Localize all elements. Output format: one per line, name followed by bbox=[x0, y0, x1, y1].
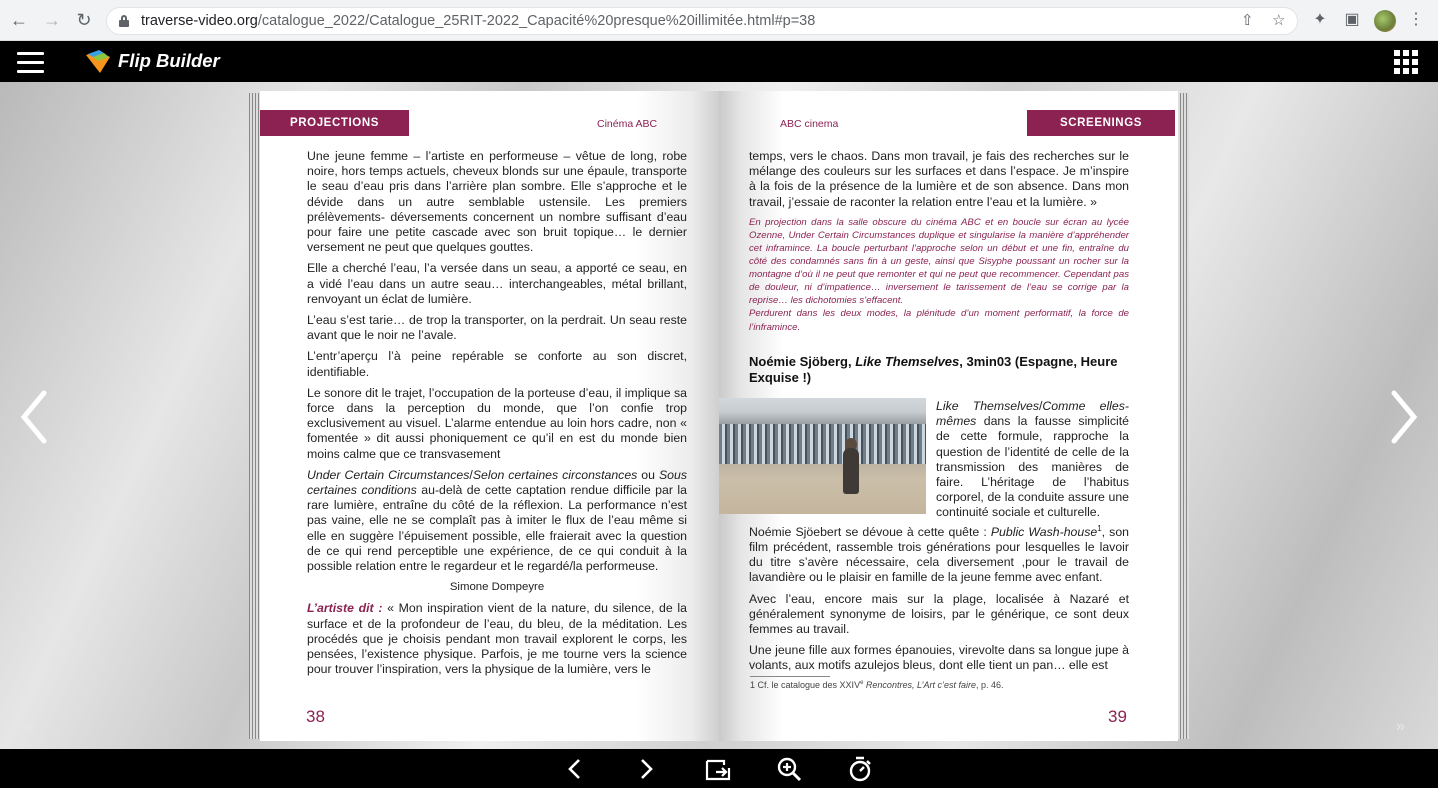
paragraph: Le sonore dit le trajet, l’occupation de la porteuse d’eau, il implique sa force dans la perception du monde, que l’on confie trop exclusivement au visuel. L’alarme entendue au loin hors cadre, non « fomentée » dit aussi phoniquement ce qu’il en est du monde bien moins calme que ce transvasement bbox=[307, 385, 687, 461]
page-number: 39 bbox=[1108, 707, 1127, 726]
url-path: /catalogue_2022/Catalogue_25RIT-2022_Capacité%20presque%20illimitée.html#p=38 bbox=[257, 13, 816, 29]
profile-avatar[interactable] bbox=[1374, 10, 1396, 32]
paragraph: Une jeune fille aux formes épanouies, virevolte dans sa longue jupe à volants, aux motifs azulejos bleus, dont elle tient un pan… elle est bbox=[749, 643, 1129, 673]
film-title: Under Certain Circumstances bbox=[307, 467, 470, 482]
film-title: Like Themselves bbox=[855, 353, 960, 369]
film-title-alt: Sous certaines conditions bbox=[307, 467, 687, 498]
footnote-ref[interactable]: 1 bbox=[1097, 523, 1102, 533]
share-icon[interactable]: ⇧ bbox=[1241, 12, 1254, 29]
running-head: ABC cinema bbox=[780, 118, 839, 130]
page-38[interactable] bbox=[260, 91, 719, 741]
previous-page-arrow-icon[interactable] bbox=[16, 387, 50, 447]
text-fragment: ou bbox=[637, 467, 659, 482]
app-brand: Flip Builder bbox=[118, 50, 220, 71]
film-title: Like Themselves bbox=[936, 399, 1039, 413]
paragraph bbox=[307, 601, 687, 677]
footnote bbox=[750, 680, 1170, 690]
text-fragment: Noémie Sjöebert se dévoue à cette quête : bbox=[749, 524, 991, 539]
text-fragment: dans la fausse simplicité de cette formule, rapproche la question de l’identité de celle de la transmission des manières de faire. L’héritage de l’habitus corporel, de la conduite assure une continuité sociale et culturelle. bbox=[936, 414, 1129, 520]
share-page-icon[interactable] bbox=[704, 755, 732, 783]
film-title-fr: Selon certaines circonstances bbox=[472, 467, 638, 482]
text-fragment: au-delà de cette captation rendue difficile par la rare lumière, entraîne du côté de la réflexion. La performance n’est pas vaine, elle ne se complaît pas à imiter le flux de l’eau même si elle en suggère l’épuisement possible, elle fraierait avec la question de ce qui rend perceptible une expérience, de ce qui conduit à la possible relation entre le regardeur et le regardé/la performeuse. bbox=[307, 483, 687, 574]
paragraph: L’eau s’est tarie… de trop la transporter, on la perdrait. Un seau reste avant que le noir ne l’avale. bbox=[307, 313, 687, 343]
paragraph bbox=[936, 399, 1129, 521]
paragraph bbox=[307, 468, 687, 574]
film-title: Public Wash-house bbox=[990, 524, 1098, 539]
right-page-edge bbox=[1177, 93, 1189, 739]
film-heading bbox=[749, 354, 1129, 386]
right-body-text bbox=[749, 149, 1129, 386]
browser-toolbar bbox=[0, 0, 1438, 41]
flipbook-stage bbox=[0, 82, 1438, 749]
separator: / bbox=[1039, 399, 1043, 413]
last-page-icon[interactable]: » bbox=[1396, 718, 1405, 735]
flipbook-header bbox=[0, 41, 1438, 82]
running-head: Cinéma ABC bbox=[597, 118, 658, 130]
screening-note: En projection dans la salle obscure du cinéma ABC et en boucle sur écran au lycée Ozenne, Under Certain Circumstances duplique et singularise la manière d’appréhender cet inframince. La boucle perturbant l’approche selon un début et une fin, entraîne du côté des condamnés sans fin à un geste, ainsi que Sisyphe poussant un rocher sur la montagne d’où il ne peut que remonter et qui ne peut que recommencer. Cependant pas de douleur, ni d’impatience… inversement le tarissement de l’eau se corrige par la reprise… les dichotomies s’effacent. Perdurent dans les deux modes, la plénitude d’un moment performatif, la force de l’inframince. bbox=[749, 216, 1129, 333]
page-number: 38 bbox=[306, 707, 325, 726]
autoflip-timer-icon[interactable] bbox=[846, 755, 874, 783]
separator: / bbox=[469, 467, 473, 482]
director-name: Noémie Sjöberg, bbox=[749, 353, 856, 369]
thumbnails-grid-icon[interactable] bbox=[1394, 50, 1418, 74]
right-body-text-lower bbox=[749, 399, 1129, 680]
flipbook-toolbar bbox=[0, 749, 1438, 788]
text-fragment: « Mon inspiration vient de la nature, du silence, de la surface et de la profondeur de l’eau, du bleu, de la méditation. Les procédés que je choisis pendant mon travail explorent le corps, les pensées, l’existence physique. Parfois, je me tourne vers la science pour trouver l’inspiration, vers la physique de la lumière, vers le bbox=[307, 601, 687, 677]
left-body-text bbox=[307, 149, 687, 684]
film-title-fr: Comme elles-mêmes bbox=[936, 399, 1129, 429]
section-banner: SCREENINGS bbox=[1027, 110, 1175, 136]
quote-lead: L’artiste dit : bbox=[307, 601, 383, 616]
extensions-puzzle-icon[interactable]: ✦ bbox=[1313, 11, 1327, 28]
hamburger-menu-icon[interactable] bbox=[17, 52, 44, 73]
address-bar[interactable] bbox=[106, 7, 1298, 35]
back-arrow-icon[interactable]: ← bbox=[10, 10, 28, 30]
paragraph: Avec l’eau, encore mais sur la plage, localisée à Nazaré et généralement synonyme de loisirs, par le générique, ce sont deux femmes au travail. bbox=[749, 591, 1129, 636]
url-text[interactable] bbox=[141, 13, 815, 29]
paragraph: L’entr’aperçu l’à peine repérable se conforte au son discret, identifiable. bbox=[307, 349, 687, 379]
open-book bbox=[249, 91, 1189, 741]
superscript: e bbox=[860, 680, 864, 686]
zoom-in-icon[interactable] bbox=[775, 755, 803, 783]
first-page-icon[interactable]: « bbox=[24, 718, 33, 735]
next-icon[interactable] bbox=[632, 755, 660, 783]
text-fragment: , son film précédent, rassemble trois générations pour lesquelles le lavoir du titre s’avère nécessaire, cela diversement ,pour le travail de lavandière ou le plaisir en famille de la jeune femme avec enfant. bbox=[749, 524, 1129, 585]
next-page-arrow-icon[interactable] bbox=[1388, 387, 1422, 447]
paragraph: Une jeune femme – l’artiste en performeuse – vêtue de long, robe noire, hors temps actuels, cheveux blonds sur une épaule, transporte le seau d’eau pris dans l’arrière plan sombre. Elle s’approche et le dévide dans un autre semblable ustensile. Les premiers prélèvements- déversements concernent un nombre suffisant d’eau pour faire une petite cascade avec son bruit topique… le dernier versement ne peut que quelques gouttes. bbox=[307, 149, 687, 255]
menu-kebab-icon[interactable]: ⋮ bbox=[1408, 11, 1424, 28]
paragraph: temps, vers le chaos. Dans mon travail, je fais des recherches sur le mélange des couleurs sur les surfaces et dans l’espace. Je m’inspire à la fois de la présence de la lumière et de son absence. Dans mon travail, j’essaie de raconter la relation entre l’eau et la lumière. » bbox=[749, 149, 1129, 209]
flip-builder-logo-icon bbox=[84, 47, 112, 75]
paragraph: Elle a cherché l’eau, l’a versée dans un seau, a apporté ce seau, en a vidé l’eau dans un autre seau… interchangeables, métal brillant, renvoyant un éclat de lumière. bbox=[307, 261, 687, 306]
forward-arrow-icon[interactable]: → bbox=[43, 10, 61, 30]
reload-icon[interactable]: ↻ bbox=[76, 10, 92, 30]
url-domain: traverse-video.org bbox=[141, 13, 258, 29]
film-details: , 3min03 (Espagne, Heure Exquise !) bbox=[749, 353, 1118, 385]
lock-icon bbox=[119, 15, 129, 27]
bookmark-star-icon[interactable]: ☆ bbox=[1272, 12, 1286, 29]
reading-list-icon[interactable]: ▣ bbox=[1344, 11, 1360, 28]
text-fragment: Rencontres, L’Art c’est faire bbox=[863, 680, 976, 690]
text-fragment: 1 Cf. le catalogue des XXIV bbox=[750, 680, 861, 690]
author-signature: Simone Dompeyre bbox=[449, 581, 545, 594]
paragraph bbox=[749, 521, 1129, 586]
footnote-rule bbox=[750, 676, 830, 677]
page-39[interactable] bbox=[719, 91, 1178, 741]
text-fragment: , p. 46. bbox=[975, 680, 1004, 690]
section-banner: PROJECTIONS bbox=[260, 110, 409, 136]
previous-icon[interactable] bbox=[561, 755, 589, 783]
